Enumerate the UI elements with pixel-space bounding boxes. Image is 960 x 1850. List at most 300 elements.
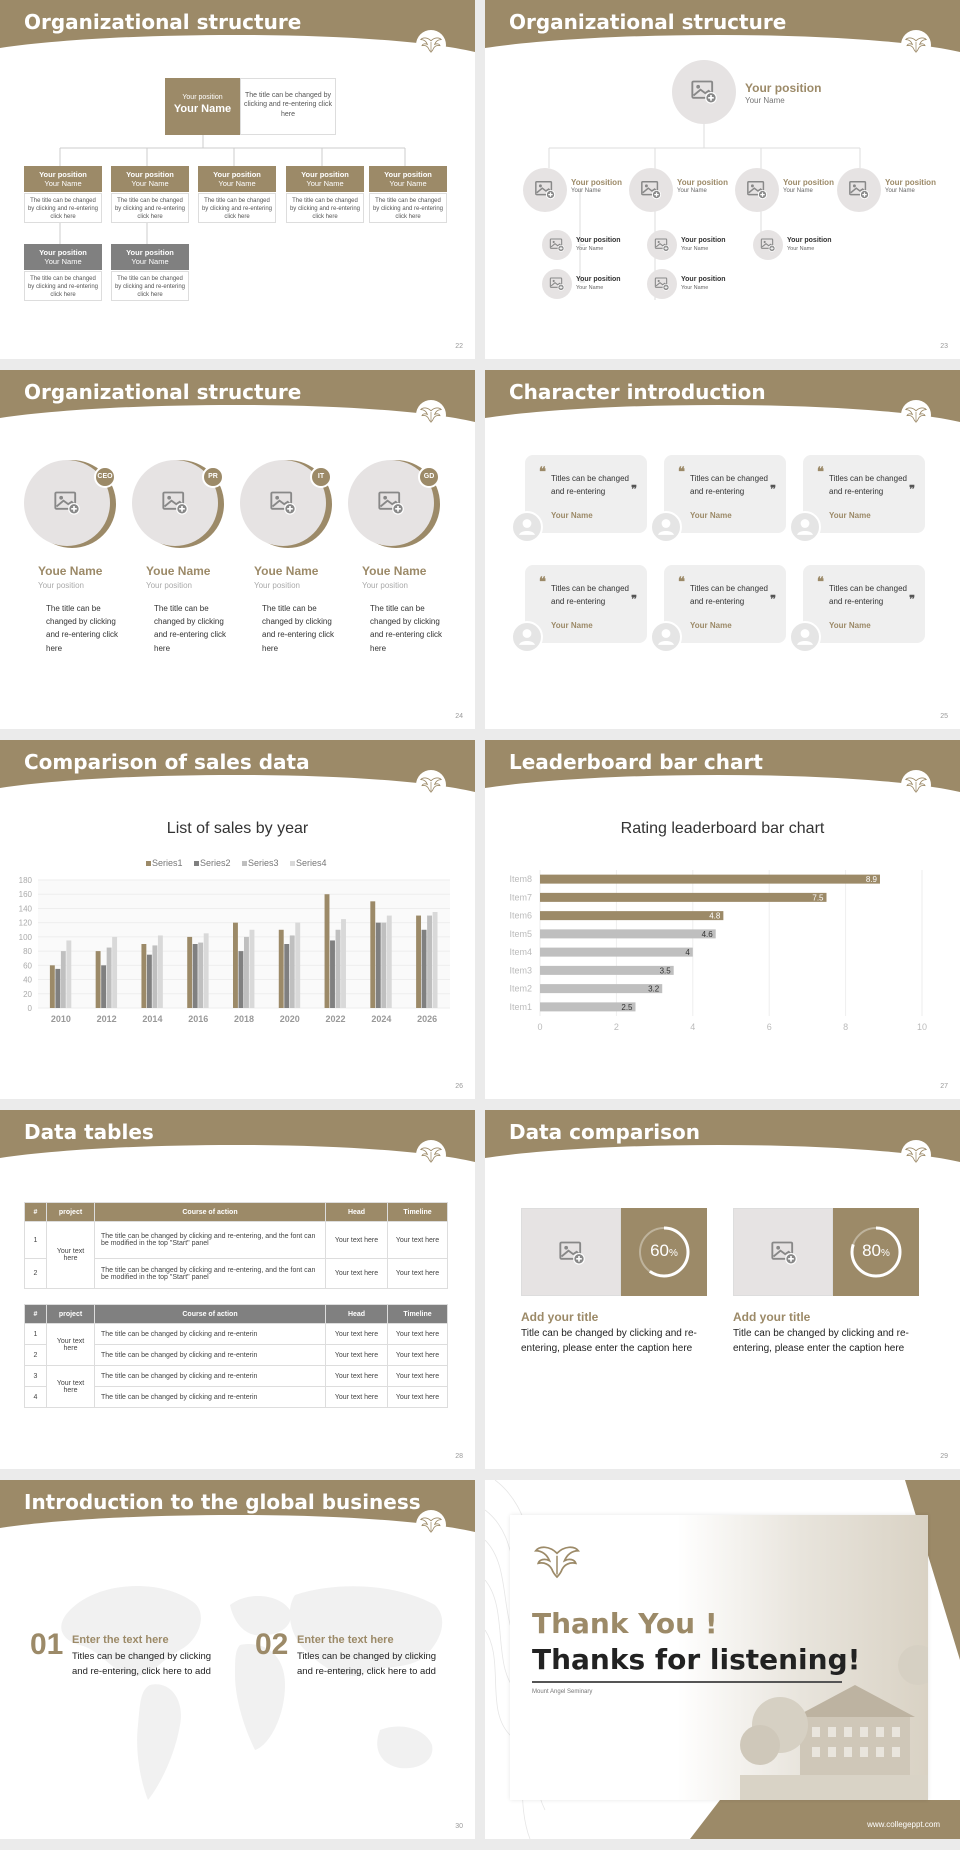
- wing-logo-icon: [904, 775, 928, 795]
- bar: [198, 943, 203, 1008]
- card-name: Your Name: [551, 621, 593, 630]
- member-name: Your Name: [131, 179, 169, 189]
- member-name: Your Name: [787, 246, 815, 252]
- legend-label: Series2: [200, 858, 231, 868]
- slide-26[interactable]: [0, 740, 475, 1099]
- org-member-box[interactable]: [198, 166, 276, 192]
- data-label: 2.5: [621, 1002, 633, 1012]
- percent-unit: %: [669, 1248, 678, 1259]
- data-label: 3.5: [659, 966, 671, 976]
- member-name: Your Name: [218, 179, 256, 189]
- person-name: Youe Name: [146, 564, 211, 578]
- quote-open-icon: ❝: [539, 575, 546, 590]
- project-cell: Your text here: [47, 1222, 95, 1289]
- wing-logo-icon: [419, 775, 443, 795]
- x-tick-label: 2010: [50, 1014, 71, 1024]
- bar: [279, 930, 284, 1008]
- person-desc: The title can be changed by clicking and re-entering click here: [154, 604, 227, 653]
- item-desc: Title can be changed by clicking and re-entering, please enter the caption here: [521, 1328, 697, 1354]
- top-avatar[interactable]: [672, 60, 736, 124]
- page-number: 27: [940, 1083, 948, 1090]
- item-title: Add your title: [733, 1310, 811, 1324]
- head-cell: Your text here: [326, 1345, 388, 1366]
- y-tick-label: 80: [23, 947, 32, 957]
- person-desc: The title can be changed by clicking and re-entering click here: [262, 604, 335, 653]
- image-placeholder-icon: [654, 276, 670, 292]
- bar: [387, 916, 392, 1008]
- member-avatar[interactable]: [629, 168, 673, 212]
- bar: [66, 940, 71, 1008]
- head-cell: Your text here: [326, 1366, 388, 1387]
- member-desc: The title can be changed by clicking and re-entering click here: [286, 193, 364, 223]
- col-header: #: [25, 1203, 47, 1222]
- person-desc: The title can be changed by clicking and re-entering click here: [46, 604, 119, 653]
- item-desc: Titles can be changed by clicking and re-entering, click here to add: [72, 1651, 212, 1677]
- bar: [336, 930, 341, 1008]
- bar: [433, 912, 438, 1008]
- person-card[interactable]: [24, 460, 124, 690]
- x-tick-label: 2024: [371, 1014, 392, 1024]
- slide-thank-you[interactable]: [485, 1480, 960, 1839]
- member-position: Your position: [885, 178, 936, 187]
- bar: [330, 940, 335, 1008]
- world-map-background: [40, 1550, 460, 1830]
- slide-title: Leaderboard bar chart: [509, 750, 763, 774]
- timeline-cell: Your text here: [388, 1387, 448, 1408]
- user-avatar-icon: [650, 511, 682, 543]
- member-name: Your Name: [571, 188, 601, 194]
- org-member-box[interactable]: [111, 166, 189, 192]
- role-badge: PR: [202, 466, 224, 488]
- x-tick-label: 2018: [233, 1014, 255, 1024]
- y-tick-label: Item4: [509, 947, 532, 958]
- table-row: [25, 1366, 448, 1387]
- item-number: 02: [255, 1628, 289, 1661]
- col-header: project: [47, 1305, 95, 1324]
- org-member-box[interactable]: [24, 244, 102, 270]
- bar: [290, 935, 295, 1008]
- card-text: Titles can be changed and re-entering: [551, 584, 629, 606]
- chart-title: List of sales by year: [166, 820, 309, 837]
- character-card[interactable]: [525, 455, 647, 533]
- col-header: Course of action: [95, 1305, 326, 1324]
- character-card[interactable]: [664, 565, 786, 643]
- wing-logo-icon: [419, 1515, 443, 1535]
- person-name: Youe Name: [38, 564, 103, 578]
- col-header: project: [47, 1203, 95, 1222]
- member-position: Your position: [681, 237, 726, 244]
- image-placeholder-icon: [760, 237, 776, 253]
- row-number: 2: [25, 1345, 47, 1366]
- member-position: Your position: [677, 178, 728, 187]
- school-name: Mount Angel Seminary: [532, 1689, 593, 1695]
- data-table-1: [24, 1202, 448, 1289]
- x-tick-label: 2022: [325, 1014, 346, 1024]
- action-cell: The title can be changed by clicking and re-enterin: [95, 1366, 326, 1387]
- bar: [540, 948, 693, 957]
- percent-label: [621, 1241, 707, 1261]
- image-placeholder-icon: [690, 78, 718, 106]
- y-tick-label: Item7: [509, 892, 532, 903]
- action-cell: The title can be changed by clicking and re-enterin: [95, 1387, 326, 1408]
- slide-25[interactable]: [485, 370, 960, 729]
- bar: [422, 930, 427, 1008]
- col-header: Head: [326, 1305, 388, 1324]
- quote-open-icon: ❝: [678, 575, 685, 590]
- wing-logo-icon: [904, 1145, 928, 1165]
- project-cell: Your text here: [47, 1366, 95, 1408]
- user-avatar-icon: [511, 621, 543, 653]
- bar: [187, 937, 192, 1008]
- progress-panel: [833, 1208, 919, 1296]
- user-avatar-icon: [789, 511, 821, 543]
- image-placeholder-icon: [161, 489, 189, 517]
- bar: [250, 930, 255, 1008]
- y-tick-label: Item5: [509, 928, 532, 939]
- member-position: Your position: [783, 178, 834, 187]
- member-desc: The title can be changed by clicking and re-entering click here: [111, 271, 189, 301]
- image-placeholder-icon: [848, 179, 870, 201]
- comparison-card[interactable]: [521, 1208, 707, 1296]
- user-avatar-icon: [511, 511, 543, 543]
- x-tick-label: 6: [766, 1022, 772, 1032]
- bar: [55, 969, 60, 1008]
- image-placeholder-icon: [640, 179, 662, 201]
- member-avatar[interactable]: [647, 230, 677, 260]
- col-header: Timeline: [388, 1203, 448, 1222]
- campus-building-illustration: [740, 1605, 928, 1800]
- role-badge: IT: [310, 466, 332, 488]
- image-placeholder-icon: [549, 276, 565, 292]
- bar: [284, 944, 289, 1008]
- timeline-cell: Your text here: [388, 1259, 448, 1289]
- col-header: Course of action: [95, 1203, 326, 1222]
- project-cell: Your text here: [47, 1324, 95, 1366]
- member-position: Your position: [126, 170, 174, 179]
- data-label: 8.9: [865, 875, 877, 885]
- member-position: Your position: [39, 170, 87, 179]
- slide-29[interactable]: [485, 1110, 960, 1469]
- row-number: 2: [25, 1259, 47, 1289]
- data-label: 7.5: [812, 893, 824, 903]
- percent-value: 80: [862, 1241, 881, 1260]
- member-avatar[interactable]: [542, 269, 572, 299]
- row-number: 3: [25, 1366, 47, 1387]
- bar: [193, 944, 198, 1008]
- member-avatar[interactable]: [735, 168, 779, 212]
- member-position: Your position: [384, 170, 432, 179]
- percent-value: 60: [650, 1241, 669, 1260]
- bar: [233, 923, 238, 1008]
- chart-title: Rating leaderboard bar chart: [620, 820, 825, 837]
- member-position: Your position: [571, 178, 622, 187]
- page-number: 23: [940, 343, 948, 350]
- org-member-box[interactable]: [286, 166, 364, 192]
- bar: [244, 937, 249, 1008]
- member-position: Your position: [39, 248, 87, 257]
- logo-badge: [901, 770, 931, 800]
- quote-close-icon: ❞: [631, 593, 637, 606]
- y-tick-label: 120: [18, 918, 32, 928]
- bar: [376, 923, 381, 1008]
- member-avatar[interactable]: [523, 168, 567, 212]
- quote-open-icon: ❝: [678, 465, 685, 480]
- y-tick-label: 0: [27, 1004, 32, 1013]
- image-placeholder-icon: [654, 237, 670, 253]
- quote-close-icon: ❞: [770, 483, 776, 496]
- quote-open-icon: ❝: [817, 575, 824, 590]
- page-number: 24: [455, 713, 463, 720]
- page-number: 28: [455, 1453, 463, 1460]
- slide-24[interactable]: [0, 370, 475, 729]
- person-desc: The title can be changed by clicking and re-entering click here: [370, 604, 443, 653]
- member-avatar[interactable]: [542, 230, 572, 260]
- legend-swatch: [194, 861, 199, 866]
- data-label: 4: [685, 948, 690, 958]
- card-name: Your Name: [690, 621, 732, 630]
- logo-badge: [416, 1140, 446, 1170]
- bar: [540, 893, 827, 902]
- x-tick-label: 2020: [279, 1014, 300, 1024]
- logo-badge: [416, 400, 446, 430]
- card-name: Your Name: [829, 511, 871, 520]
- member-name: Your Name: [576, 246, 604, 252]
- item-title: Add your title: [521, 1310, 599, 1324]
- member-position: Your position: [213, 170, 261, 179]
- action-cell: The title can be changed by clicking and re-enterin: [95, 1345, 326, 1366]
- slide-23[interactable]: [485, 0, 960, 359]
- slide-27[interactable]: [485, 740, 960, 1099]
- bar: [107, 948, 112, 1008]
- member-name: Your Name: [783, 188, 813, 194]
- y-tick-label: Item1: [509, 1001, 532, 1012]
- member-avatar[interactable]: [647, 269, 677, 299]
- character-card[interactable]: [664, 455, 786, 533]
- image-placeholder-icon: [549, 237, 565, 253]
- y-tick-label: Item8: [509, 874, 532, 885]
- member-name: Your Name: [44, 179, 82, 189]
- x-tick-label: 2016: [188, 1014, 209, 1024]
- head-cell: Your text here: [326, 1259, 388, 1289]
- org-member-box[interactable]: [24, 166, 102, 192]
- y-tick-label: 140: [18, 904, 32, 914]
- org-member-box[interactable]: [369, 166, 447, 192]
- x-tick-label: 10: [916, 1022, 928, 1032]
- logo-badge: [901, 400, 931, 430]
- page-number: 26: [455, 1083, 463, 1090]
- y-tick-label: 160: [18, 890, 32, 900]
- member-position: Your position: [787, 237, 832, 244]
- slide-title: Data comparison: [509, 1120, 700, 1144]
- character-card[interactable]: [525, 565, 647, 643]
- member-avatar[interactable]: [753, 230, 783, 260]
- character-card[interactable]: [803, 565, 925, 643]
- bar: [152, 945, 157, 1008]
- image-placeholder: [521, 1208, 621, 1296]
- image-placeholder-icon: [534, 179, 556, 201]
- person-position: Your position: [146, 581, 192, 590]
- slide-title: Character introduction: [509, 380, 766, 404]
- bar: [204, 933, 209, 1008]
- head-cell: Your text here: [326, 1387, 388, 1408]
- member-name: Your Name: [576, 285, 604, 291]
- col-header: Timeline: [388, 1305, 448, 1324]
- quote-open-icon: ❝: [539, 465, 546, 480]
- thanks-for-listening: Thanks for listening!: [532, 1643, 861, 1676]
- top-position: Your position: [745, 81, 822, 95]
- bar: [112, 937, 117, 1008]
- percent-label: [833, 1241, 919, 1261]
- image-placeholder-icon: [558, 1239, 586, 1267]
- org-top-desc: The title can be changed by clicking and re-entering click here: [240, 78, 336, 135]
- member-name: Your Name: [681, 246, 709, 252]
- thank-you-heading: Thank You !: [532, 1607, 718, 1640]
- slide-title: Introduction to the global business: [24, 1490, 421, 1514]
- divider: [532, 1681, 842, 1683]
- y-tick-label: Item3: [509, 965, 532, 976]
- wing-logo-icon: [532, 1543, 582, 1581]
- data-label: 4.8: [709, 911, 721, 921]
- slide-title: Organizational structure: [24, 10, 302, 34]
- wing-logo-icon: [904, 405, 928, 425]
- bar: [158, 935, 163, 1008]
- x-tick-label: 0: [537, 1022, 543, 1032]
- member-name: Your Name: [389, 179, 427, 189]
- bar: [50, 965, 55, 1008]
- action-cell: The title can be changed by clicking and re-entering, and the font can be modified in the top "Start" panel: [95, 1222, 326, 1259]
- item-desc: Title can be changed by clicking and re-entering, please enter the caption here: [733, 1328, 909, 1354]
- image-placeholder-icon: [269, 489, 297, 517]
- timeline-cell: Your text here: [388, 1222, 448, 1259]
- page-number: 29: [940, 1453, 948, 1460]
- data-label: 4.6: [701, 929, 713, 939]
- user-avatar-icon: [789, 621, 821, 653]
- item-title: Enter the text here: [297, 1634, 394, 1646]
- item-desc: Titles can be changed by clicking and re-entering, click here to add: [297, 1651, 437, 1677]
- person-card[interactable]: [240, 460, 340, 690]
- bar: [101, 965, 106, 1008]
- x-tick-label: 8: [843, 1022, 849, 1032]
- slide-22[interactable]: [0, 0, 475, 359]
- member-position: Your position: [681, 276, 726, 283]
- comparison-card[interactable]: [733, 1208, 919, 1296]
- person-position: Your position: [254, 581, 300, 590]
- y-tick-label: Item6: [509, 910, 532, 921]
- top-name: Your Name: [173, 102, 232, 115]
- y-tick-label: 60: [23, 961, 32, 971]
- data-label: 3.2: [648, 984, 660, 994]
- card-text: Titles can be changed and re-entering: [551, 474, 629, 496]
- bar: [325, 894, 330, 1008]
- member-desc: The title can be changed by clicking and re-entering click here: [111, 193, 189, 223]
- table-row: [25, 1324, 448, 1345]
- card-text: Titles can be changed and re-entering: [690, 474, 768, 496]
- quote-close-icon: ❞: [770, 593, 776, 606]
- head-cell: Your text here: [326, 1324, 388, 1345]
- org-top-box[interactable]: [165, 78, 240, 135]
- logo-badge: [416, 1510, 446, 1540]
- member-name: Your Name: [306, 179, 344, 189]
- legend-swatch: [146, 861, 151, 866]
- progress-panel: [621, 1208, 707, 1296]
- col-header: Head: [326, 1203, 388, 1222]
- member-avatar[interactable]: [837, 168, 881, 212]
- org-member-box[interactable]: [111, 244, 189, 270]
- member-desc: The title can be changed by clicking and re-entering click here: [24, 271, 102, 301]
- bar: [540, 984, 662, 993]
- bar: [540, 966, 674, 975]
- data-table-2: [24, 1304, 448, 1408]
- slide-title: Data tables: [24, 1120, 154, 1144]
- image-placeholder-icon: [770, 1239, 798, 1267]
- person-card[interactable]: [132, 460, 232, 690]
- y-tick-label: 180: [18, 876, 32, 885]
- col-header: #: [25, 1305, 47, 1324]
- page-number: 22: [455, 343, 463, 350]
- bar: [96, 951, 101, 1008]
- role-badge: CEO: [94, 466, 116, 488]
- logo-badge: [901, 1140, 931, 1170]
- x-tick-label: 2012: [96, 1014, 117, 1024]
- bar: [381, 923, 386, 1008]
- member-name: Your Name: [44, 257, 82, 267]
- legend-label: Series1: [152, 858, 183, 868]
- page-number: 30: [455, 1823, 463, 1830]
- member-name: Your Name: [677, 188, 707, 194]
- member-name: Your Name: [131, 257, 169, 267]
- timeline-cell: Your text here: [388, 1345, 448, 1366]
- slide-title: Comparison of sales data: [24, 750, 310, 774]
- bar: [295, 923, 300, 1008]
- person-position: Your position: [362, 581, 408, 590]
- page-number: 25: [940, 713, 948, 720]
- row-number: 1: [25, 1324, 47, 1345]
- item-title: Enter the text here: [72, 1634, 169, 1646]
- slide-28[interactable]: [0, 1110, 475, 1469]
- card-text: Titles can be changed and re-entering: [690, 584, 768, 606]
- bar: [540, 911, 723, 920]
- y-tick-label: 20: [23, 989, 32, 999]
- action-cell: The title can be changed by clicking and re-enterin: [95, 1324, 326, 1345]
- member-desc: The title can be changed by clicking and re-entering click here: [369, 193, 447, 223]
- slide-30[interactable]: [0, 1480, 475, 1839]
- person-card[interactable]: [348, 460, 448, 690]
- character-card[interactable]: [803, 455, 925, 533]
- member-position: Your position: [126, 248, 174, 257]
- card-text: Titles can be changed and re-entering: [829, 474, 907, 496]
- card-name: Your Name: [551, 511, 593, 520]
- image-placeholder-icon: [746, 179, 768, 201]
- item-number: 01: [30, 1628, 64, 1661]
- row-number: 1: [25, 1222, 47, 1259]
- website-url[interactable]: www.collegeppt.com: [867, 1820, 940, 1829]
- card-text: Titles can be changed and re-entering: [829, 584, 907, 606]
- sales-bar-chart: [0, 840, 475, 1070]
- action-cell: The title can be changed by clicking and re-entering, and the font can be modified in the top "Start" panel: [95, 1259, 326, 1289]
- user-avatar-icon: [650, 621, 682, 653]
- role-badge: GD: [418, 466, 440, 488]
- image-placeholder-icon: [53, 489, 81, 517]
- table-row: [25, 1222, 448, 1259]
- x-tick-label: 2014: [142, 1014, 163, 1024]
- timeline-cell: Your text here: [388, 1324, 448, 1345]
- bar: [540, 929, 716, 938]
- member-name: Your Name: [681, 285, 709, 291]
- bar: [239, 951, 244, 1008]
- member-position: Your position: [576, 237, 621, 244]
- x-tick-label: 4: [690, 1022, 696, 1032]
- top-name: Your Name: [745, 96, 785, 105]
